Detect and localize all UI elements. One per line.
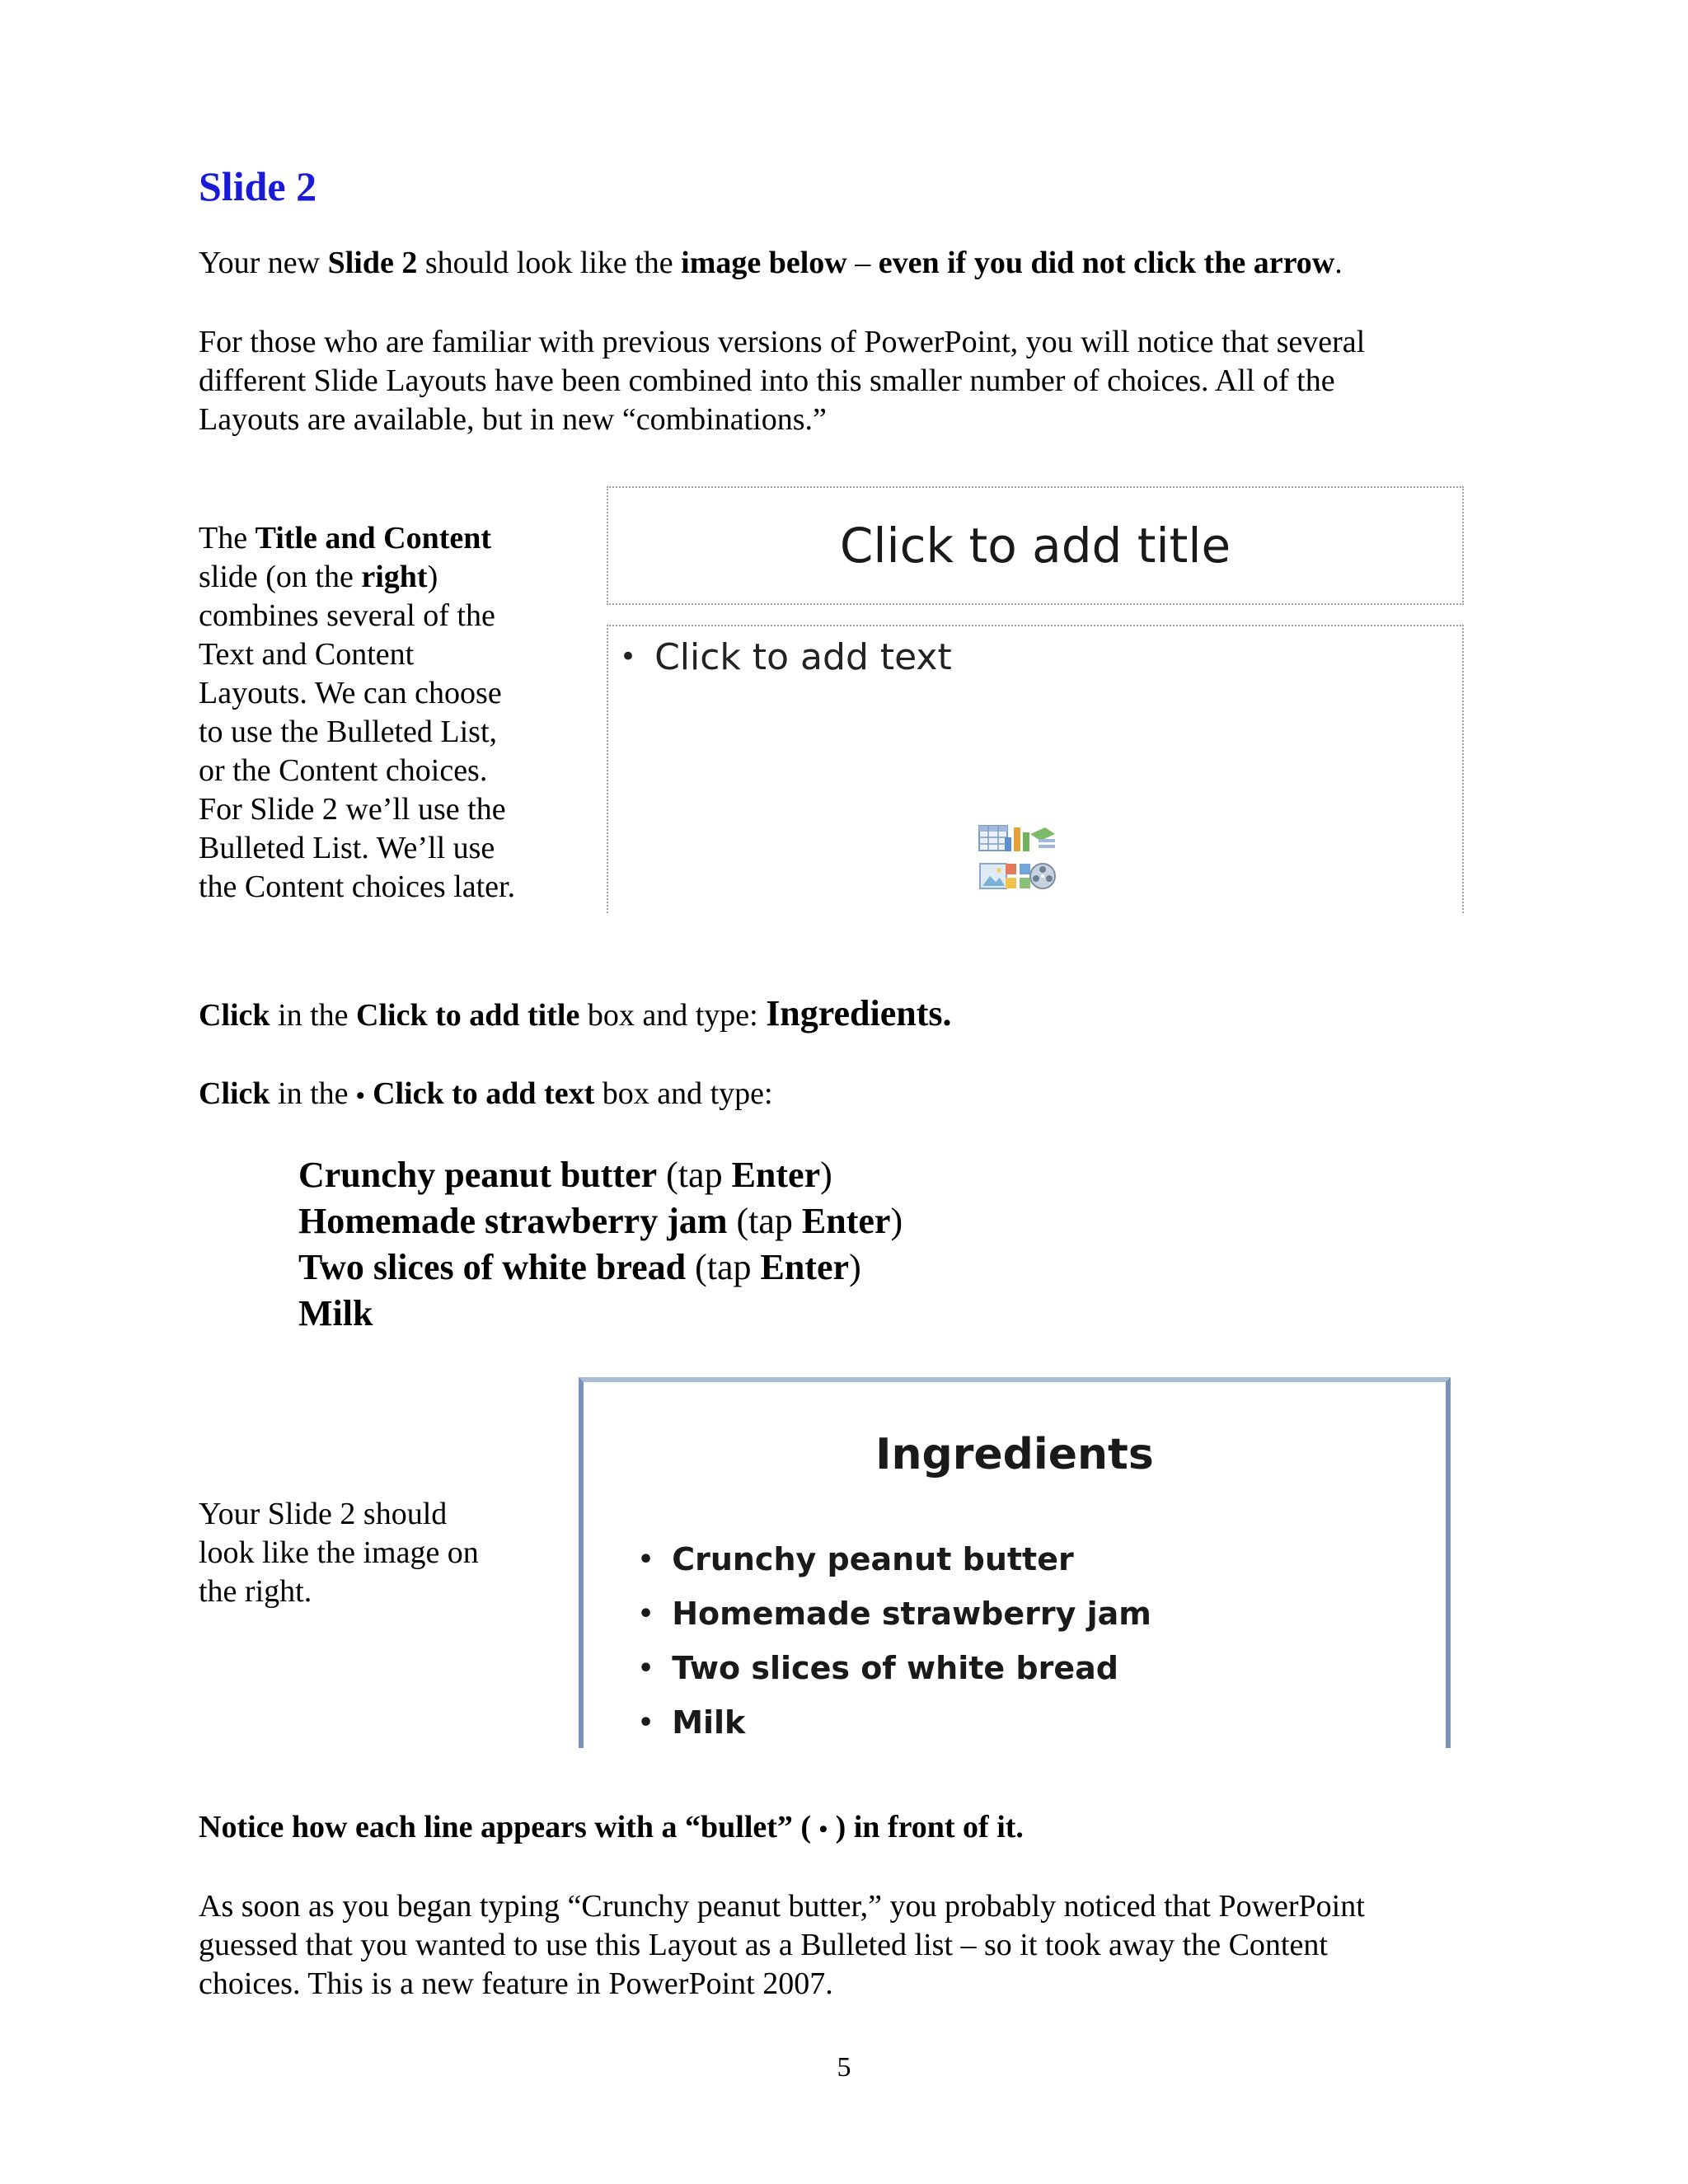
paragraph-line: The Title and Content bbox=[199, 521, 492, 555]
bullet-icon: • bbox=[638, 1600, 654, 1629]
slide-title: Ingredients bbox=[875, 1430, 1154, 1479]
result-slide bbox=[579, 1377, 1451, 1748]
list-item: • Two slices of white bread bbox=[638, 1650, 1118, 1686]
text-run: should look like the bbox=[417, 246, 682, 280]
bullet-icon: • bbox=[638, 1545, 654, 1574]
section-heading: Slide 2 bbox=[199, 163, 317, 209]
bullet-icon: • bbox=[638, 1708, 654, 1737]
paragraph-line: choices. This is a new feature in PowerPoint 2007. bbox=[199, 1966, 833, 2001]
paragraph-line: For those who are familiar with previous versions of PowerPoint, you will notice that several bbox=[199, 325, 1366, 359]
paragraph-line: As soon as you began typing “Crunchy peanut butter,” you probably noticed that PowerPoint bbox=[199, 1889, 1365, 1924]
paragraph-line: the Content choices later. bbox=[199, 869, 516, 904]
content-icons bbox=[978, 823, 1057, 898]
paragraph-line: or the Content choices. bbox=[199, 753, 488, 788]
paragraph-line: guessed that you wanted to use this Layout as a Bulleted list – so it took away the Content bbox=[199, 1928, 1328, 1962]
bullet-icon: • bbox=[356, 1082, 365, 1109]
list-item: Two slices of white bread (tap Enter) bbox=[298, 1247, 861, 1287]
feature-paragraph bbox=[199, 1887, 1365, 2004]
paragraph-line: slide (on the right) bbox=[199, 560, 438, 594]
list-item: • Milk bbox=[638, 1704, 746, 1741]
list-item: • Crunchy peanut butter bbox=[638, 1541, 1074, 1577]
paragraph-line: look like the image on bbox=[199, 1535, 479, 1570]
items-to-type bbox=[298, 1152, 903, 1337]
instruction-title: Click in the Click to add title box and type: Ingredients. bbox=[199, 993, 952, 1033]
result-description bbox=[199, 1495, 479, 1611]
text-run: . bbox=[1334, 246, 1343, 280]
paragraph-line: Bulleted List. We’ll use bbox=[199, 831, 495, 865]
title-content-description bbox=[199, 519, 515, 907]
layouts-paragraph bbox=[199, 323, 1365, 439]
title-placeholder[interactable] bbox=[607, 486, 1464, 605]
bullet-icon: • bbox=[620, 640, 637, 673]
paragraph-line: to use the Bulleted List, bbox=[199, 715, 498, 749]
bullet-icon: • bbox=[818, 1816, 828, 1843]
title-placeholder-text: Click to add title bbox=[839, 518, 1231, 574]
media-icon[interactable] bbox=[1027, 860, 1058, 892]
typed-title: Ingredients. bbox=[766, 993, 952, 1033]
text-placeholder bbox=[620, 636, 952, 678]
list-item: Crunchy peanut butter (tap Enter) bbox=[298, 1155, 832, 1195]
content-placeholder[interactable] bbox=[607, 625, 1464, 913]
notice-line: Notice how each line appears with a “bullet” ( • ) in front of it. bbox=[199, 1810, 1024, 1844]
paragraph-line: different Slide Layouts have been combined into this smaller number of choices. All of the bbox=[199, 363, 1335, 398]
paragraph-line: the right. bbox=[199, 1574, 312, 1609]
paragraph-line: combines several of the bbox=[199, 598, 495, 633]
smartart-icon[interactable] bbox=[1027, 823, 1058, 854]
paragraph-line: Layouts are available, but in new “combinations.” bbox=[199, 402, 827, 437]
paragraph-line: Text and Content bbox=[199, 637, 415, 672]
list-item: Milk bbox=[298, 1293, 373, 1333]
paragraph-line: Your Slide 2 should bbox=[199, 1497, 448, 1531]
bold-run: Slide 2 bbox=[327, 246, 418, 280]
list-item: Homemade strawberry jam (tap Enter) bbox=[298, 1201, 903, 1241]
instruction-text: Click in the • Click to add text box and type: bbox=[199, 1076, 773, 1111]
text-run: Your new bbox=[199, 246, 328, 280]
paragraph-line: For Slide 2 we’ll use the bbox=[199, 792, 506, 827]
bold-run: even if you did not click the arrow bbox=[878, 246, 1335, 280]
slide-bullet-list bbox=[638, 1532, 1151, 1750]
text-placeholder-label: Click to add text bbox=[654, 636, 952, 678]
bullet-icon: • bbox=[638, 1654, 654, 1683]
intro-paragraph bbox=[199, 244, 1343, 283]
page-number: 5 bbox=[837, 2052, 851, 2083]
paragraph-line: Layouts. We can choose bbox=[199, 676, 502, 710]
list-item: • Homemade strawberry jam bbox=[638, 1596, 1151, 1632]
bold-run: image below bbox=[681, 246, 847, 280]
text-run: – bbox=[846, 246, 879, 280]
